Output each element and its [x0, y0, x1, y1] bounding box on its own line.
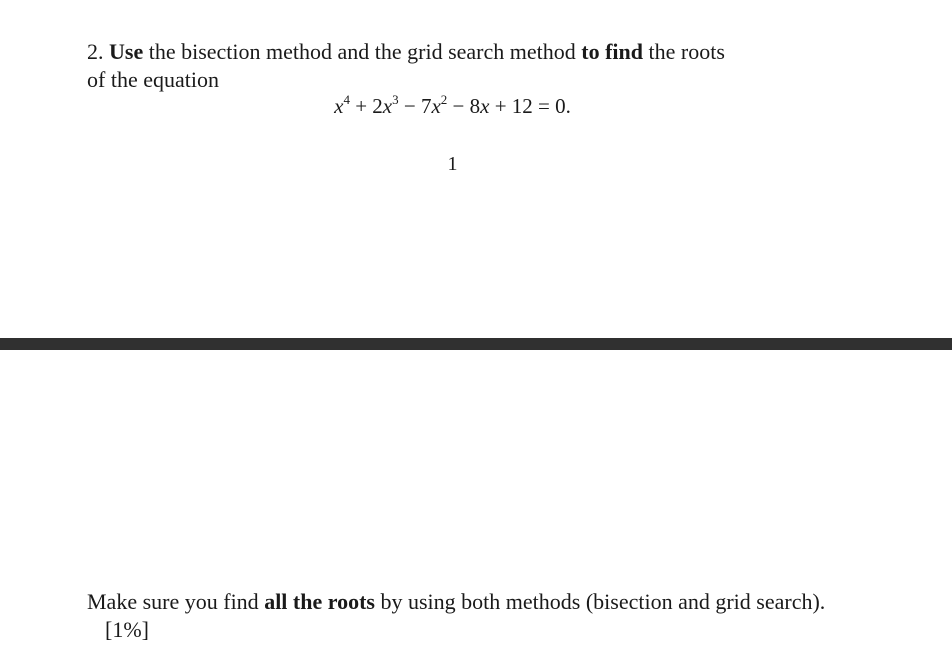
- equation: [0, 92, 905, 120]
- note-text-part: Make sure you find: [87, 589, 265, 614]
- equation-term: + 2: [349, 94, 383, 118]
- marks-label: [1%]: [105, 617, 149, 642]
- question-text-part: the roots: [643, 39, 725, 64]
- equation-exponent: 2: [440, 92, 448, 107]
- equation-var: x: [334, 94, 344, 118]
- equation-exponent: 4: [343, 92, 350, 107]
- question-number: 2.: [87, 39, 104, 64]
- equation-exponent: 3: [392, 92, 399, 107]
- equation-var: x: [431, 94, 441, 118]
- question-text: [87, 38, 847, 94]
- question-bold-use: Use: [109, 39, 144, 64]
- equation-term: − 7: [398, 94, 432, 118]
- equation-term: − 8: [447, 94, 481, 118]
- equation-var: x: [480, 94, 490, 118]
- page-number: 1: [447, 153, 458, 175]
- equation-var: x: [382, 94, 393, 118]
- note-text: [87, 588, 847, 644]
- page-separator: [0, 338, 952, 350]
- note-text-part: by using both methods (bisection and grid search).: [375, 589, 826, 614]
- question-text-part: the bisection method and the grid search method: [143, 39, 582, 64]
- question-bold-find: to find: [581, 39, 644, 64]
- question-text-line2: of the equation: [87, 67, 219, 92]
- equation-term: + 12 = 0.: [489, 94, 571, 118]
- note-bold: all the roots: [264, 589, 375, 614]
